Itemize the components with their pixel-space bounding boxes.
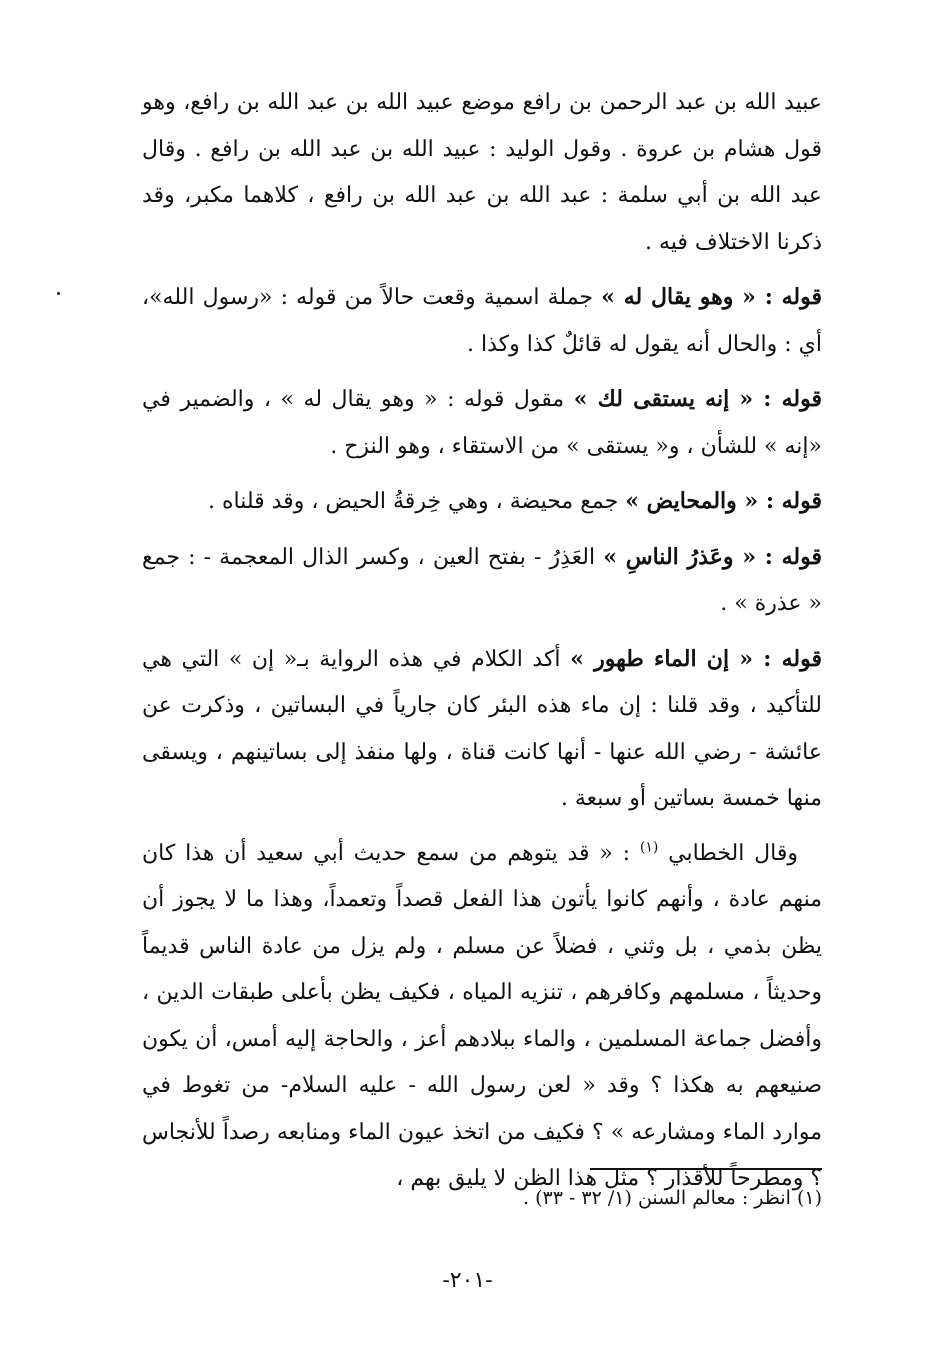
quotation-text: : « قد يتوهم من سمع حديث أبي سعيد أن هذا كان منهم عادة ، وأنهم كانوا يأتون هذا الفعل قصداً وتعمداً، وهذا ما لا يجوز أن يظن بذمي ، بل وثني ، فضلاً عن مسلم ، ولم يزل من عادة الناس قديماً وحديثاً ، مسلمهم وكافرهم ، تنزيه المياه ، فكيف يظن بأعلى طبقات الدين ، وأفضل جماعة المسلمين ، والماء ببلادهم أعز ، والحاجة إليه أمس، أن يكون صنيعهم به هكذا ؟ وقد « لعن رسول الله - عليه السلام- من تغوط في موارد الماء ومشارعه » ؟ فكيف من اتخذ عيون الماء ومنابعه رصداً للأنجاس ؟ ومطرحاً للأقذار ؟ مثل هذا الظن لا يليق بهم ، xyxy=(142,840,822,1191)
text-line: عبيد الله بن عبد الرحمن بن رافع موضع عبيد الله بن عبد الله بن رافع، xyxy=(183,90,822,115)
commentary-text: العَذِرُ - بفتح العين ، وكسر الذال المعجمة - : جمع « عذرة » . xyxy=(142,544,822,616)
scan-speck xyxy=(57,292,60,295)
text-line: وقال عبد الله بن أبي سلمة : عبد الله بن عبد الله بن رافع ، كلاهما xyxy=(142,136,822,208)
paragraph-narrators xyxy=(142,80,822,266)
quoted-lemma: قوله : « والمحايض » xyxy=(625,488,822,514)
commentary-text: جمع محيضة ، وهي خِرقةُ الحيض ، وقد قلناه . xyxy=(207,489,619,514)
quoted-lemma: قوله : « إنه يستقى لك » xyxy=(573,386,822,412)
footnote-reference: (١) xyxy=(639,839,659,856)
footnote-separator xyxy=(590,1168,822,1170)
commentary-text: جملة اسمية وقعت حالاً من قوله : «رسول الله»، أي : والحال أنه يقول له قائلٌ كذا وكذا . xyxy=(142,285,822,357)
quoted-lemma: قوله : « وعَذرُ الناسِ » xyxy=(603,543,823,570)
quoted-lemma: قوله : « إن الماء طهور » xyxy=(570,645,822,672)
footnote: (١) انظر : معالم السنن (١/ ٣٢ - ٣٣) . xyxy=(523,1187,822,1209)
paragraph-innahu-yustaqa xyxy=(142,376,822,470)
paragraph-wa-huwa-yuqal xyxy=(142,274,822,368)
page-number: -٢٠١- xyxy=(442,1268,493,1293)
text-line: وهو قول هشام بن عروة . وقول الوليد : عبيد الله بن عبد الله بن رافع . xyxy=(142,90,822,162)
body-text xyxy=(142,80,822,1211)
paragraph-al-mahayid xyxy=(142,478,822,526)
paragraph-adhir-an-nas xyxy=(142,534,822,628)
commentary-text: مقول قوله : « وهو يقال له » ، والضمير في «إنه » للشأن ، و« يستقى » من الاستقاء ، وهو النزح . xyxy=(142,387,822,459)
text-line: مكبر، وقد ذكرنا الاختلاف فيه . xyxy=(142,183,822,255)
paragraph-al-maa-tahur xyxy=(142,636,822,823)
paragraph-al-khattabi xyxy=(142,831,822,1203)
commentary-text: أكد الكلام في هذه الرواية بـ« إن » التي هي للتأكيد ، وقد قلنا : إن ماء هذه البئر كان جارياً في البساتين ، وذكرت عن عائشة - رضي الله عنها - أنها كانت قناة ، ولها منفذ إلى بساتينهم ، ويسقى منها خمسة بساتين أو سبعة . xyxy=(142,646,822,811)
attribution-text: وقال الخطابي xyxy=(668,840,798,866)
quoted-lemma: قوله : « وهو يقال له » xyxy=(601,284,823,310)
